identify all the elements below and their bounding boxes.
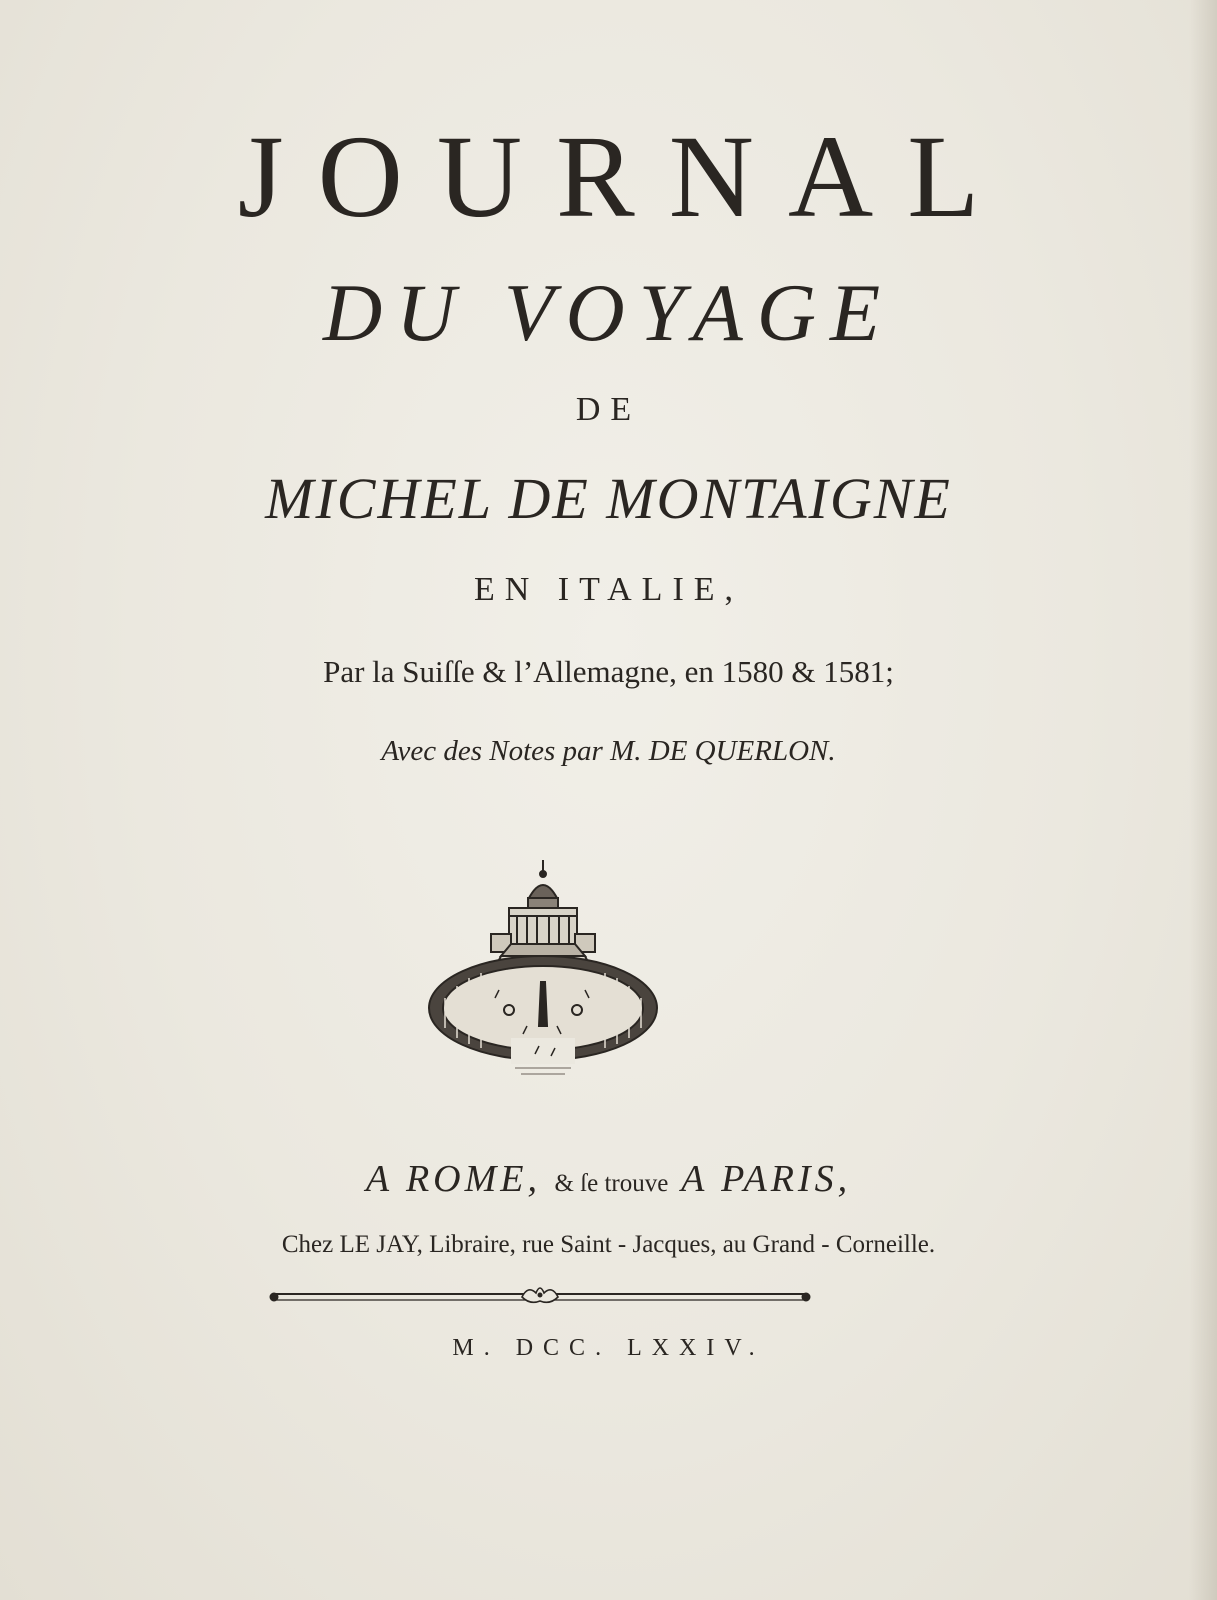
author-name: MICHEL DE MONTAIGNE	[265, 466, 952, 531]
title-du-voyage: DU VOYAGE	[322, 267, 895, 358]
title-journal: JOURNAL	[237, 111, 1014, 242]
publication-date: M. DCC. LXXIV.	[452, 1335, 765, 1361]
imprint-rome: A ROME,	[365, 1158, 541, 1200]
title-de: DE	[575, 391, 642, 428]
imprint-connector: & ſe trouve	[554, 1170, 669, 1197]
title-en-italie: EN ITALIE,	[473, 571, 744, 608]
publisher-line: Chez LE JAY, Libraire, rue Saint - Jacques, au Grand - Corneille.	[281, 1231, 936, 1258]
st-peters-square-icon	[425, 858, 661, 1080]
notes-credit: Avec des Notes par M. DE QUERLON.	[381, 735, 836, 767]
subtitle-route: Par la Suiſſe & l’Allemagne, en 1580 & 1581;	[323, 654, 894, 689]
imprint-paris: A PARIS,	[681, 1158, 852, 1200]
decorative-rule-icon	[266, 1281, 814, 1311]
imprint-line	[0, 1160, 1217, 1198]
